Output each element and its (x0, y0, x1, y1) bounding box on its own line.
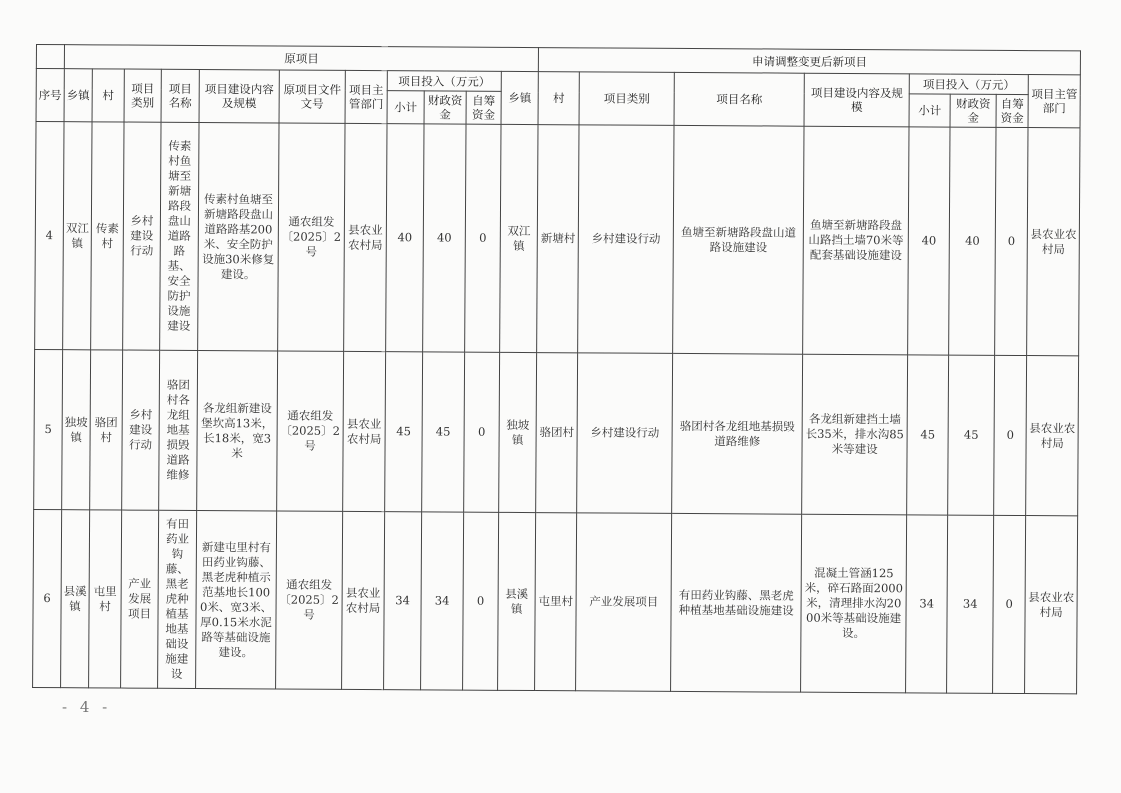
row-seq: 6 (33, 509, 62, 687)
header-subtotal-new: 小计 (909, 94, 950, 127)
header-fiscal-new: 财政资金 (950, 94, 996, 127)
new-content: 各龙组新建挡土墙长35米，排水沟85米等建设 (802, 354, 908, 515)
new-category: 乡村建设行动 (578, 125, 674, 354)
new-name: 鱼塘至新塘路段盘山道路设施建设 (673, 125, 804, 354)
header-new-section: 申请调整变更后新项目 (538, 48, 1080, 75)
header-subtotal-orig: 小计 (387, 91, 424, 124)
row-seq: 5 (34, 349, 63, 509)
orig-subtotal: 40 (386, 124, 424, 352)
new-dept: 县农业农村局 (1026, 356, 1079, 516)
project-adjustment-table (32, 44, 1081, 694)
header-seq: 序号 (36, 69, 64, 122)
new-self: 0 (994, 355, 1027, 515)
orig-content: 新建屯里村有田药业钩藤、黑老虎种植示范基地长1000米、宽3米、厚0.15米水泥路等基础设施建设。 (196, 510, 277, 688)
new-fiscal: 40 (949, 127, 996, 355)
new-self: 0 (993, 515, 1026, 693)
table-row (34, 349, 1079, 515)
orig-village: 传素村 (91, 122, 124, 350)
orig-name: 骆团村各龙组地基损毁道路维修 (159, 350, 198, 510)
orig-category: 乡村建设行动 (123, 122, 161, 350)
orig-town: 双江镇 (63, 122, 92, 350)
header-doc-no: 原项目文件文号 (279, 70, 345, 123)
orig-subtotal: 45 (385, 352, 423, 512)
orig-doc-no: 通农组发〔2025〕2号 (276, 511, 343, 689)
header-name-new: 项目名称 (674, 72, 804, 126)
table-row (33, 509, 1078, 693)
row-seq: 4 (35, 122, 64, 350)
new-category: 乡村建设行动 (577, 353, 673, 514)
header-category: 项目类别 (124, 69, 161, 122)
new-dept: 县农业农村局 (1027, 128, 1080, 356)
new-self: 0 (995, 127, 1028, 355)
new-name: 骆团村各龙组地基损毁道路维修 (672, 353, 803, 514)
orig-town: 独坡镇 (62, 350, 91, 510)
header-content-new: 项目建设内容及规模 (804, 73, 909, 127)
header-town-new: 乡镇 (501, 71, 538, 124)
orig-doc-no: 通农组发〔2025〕2号 (277, 351, 344, 511)
orig-town: 县溪镇 (61, 510, 90, 688)
new-village: 新塘村 (537, 125, 579, 353)
orig-category: 产业发展项目 (121, 510, 159, 688)
header-self-new: 自筹资金 (996, 94, 1028, 127)
new-name: 有田药业钩藤、黑老虎种植基地基础设施建设 (671, 513, 802, 692)
orig-village: 屯里村 (89, 510, 122, 688)
orig-fiscal: 45 (422, 352, 465, 512)
new-content: 混凝土管涵125米，碎石路面2000米，清理排水沟2000米等基础设施建设。 (801, 514, 907, 693)
orig-doc-no: 通农组发〔2025〕2号 (278, 123, 345, 351)
header-investment-orig: 项目投入（万元） (387, 71, 501, 92)
header-original-section: 原项目 (64, 45, 538, 72)
orig-dept: 县农业农村局 (342, 511, 385, 689)
orig-fiscal: 40 (423, 124, 466, 352)
new-town: 独坡镇 (499, 352, 537, 512)
orig-category: 乡村建设行动 (122, 350, 160, 510)
header-dept-orig: 项目主管部门 (345, 70, 387, 123)
new-town: 县溪镇 (498, 512, 536, 690)
orig-self: 0 (464, 352, 500, 512)
new-subtotal: 34 (906, 515, 948, 693)
orig-name: 传素村鱼塘至新塘路段盘山道路路基、安全防护设施建设 (160, 122, 199, 350)
header-investment-new: 项目投入（万元） (909, 74, 1028, 95)
header-town: 乡镇 (64, 69, 92, 122)
orig-content: 各龙组新建设堡坎高13米，长18米，宽3米 (197, 350, 278, 510)
header-village-new: 村 (538, 72, 579, 125)
orig-village: 骆团村 (90, 350, 123, 510)
header-fiscal-orig: 财政资金 (424, 91, 466, 124)
orig-subtotal: 34 (384, 512, 422, 690)
new-subtotal: 45 (907, 355, 949, 515)
new-village: 屯里村 (535, 513, 577, 691)
orig-self: 0 (463, 512, 499, 690)
new-village: 骆团村 (536, 353, 578, 513)
header-name: 项目名称 (161, 69, 199, 122)
orig-dept: 县农业农村局 (343, 351, 386, 511)
page-number: - 4 - (62, 698, 112, 716)
orig-dept: 县农业农村局 (344, 123, 387, 351)
header-dept-new: 项目主管部门 (1028, 75, 1080, 128)
new-dept: 县农业农村局 (1025, 516, 1078, 694)
header-blank (36, 45, 64, 69)
new-town: 双江镇 (500, 124, 539, 352)
orig-content: 传素村鱼塘至新塘路段盘山道路路基200米、安全防护设施30米修复建设。 (198, 122, 279, 350)
orig-self: 0 (465, 124, 501, 352)
orig-fiscal: 34 (421, 512, 464, 690)
new-fiscal: 34 (947, 515, 994, 693)
new-fiscal: 45 (948, 355, 995, 515)
header-self-orig: 自筹资金 (466, 91, 501, 124)
header-village: 村 (92, 69, 124, 122)
new-subtotal: 40 (908, 127, 950, 355)
new-category: 产业发展项目 (576, 513, 672, 692)
header-content: 项目建设内容及规模 (199, 69, 279, 122)
header-category-new: 项目类别 (579, 72, 674, 126)
table-row (35, 122, 1081, 356)
orig-name: 有田药业钩藤、黑老虎种植基地基础设施建设 (158, 510, 197, 688)
new-content: 鱼塘至新塘路段盘山路挡土墙70米等配套基础设施建设 (803, 126, 909, 355)
